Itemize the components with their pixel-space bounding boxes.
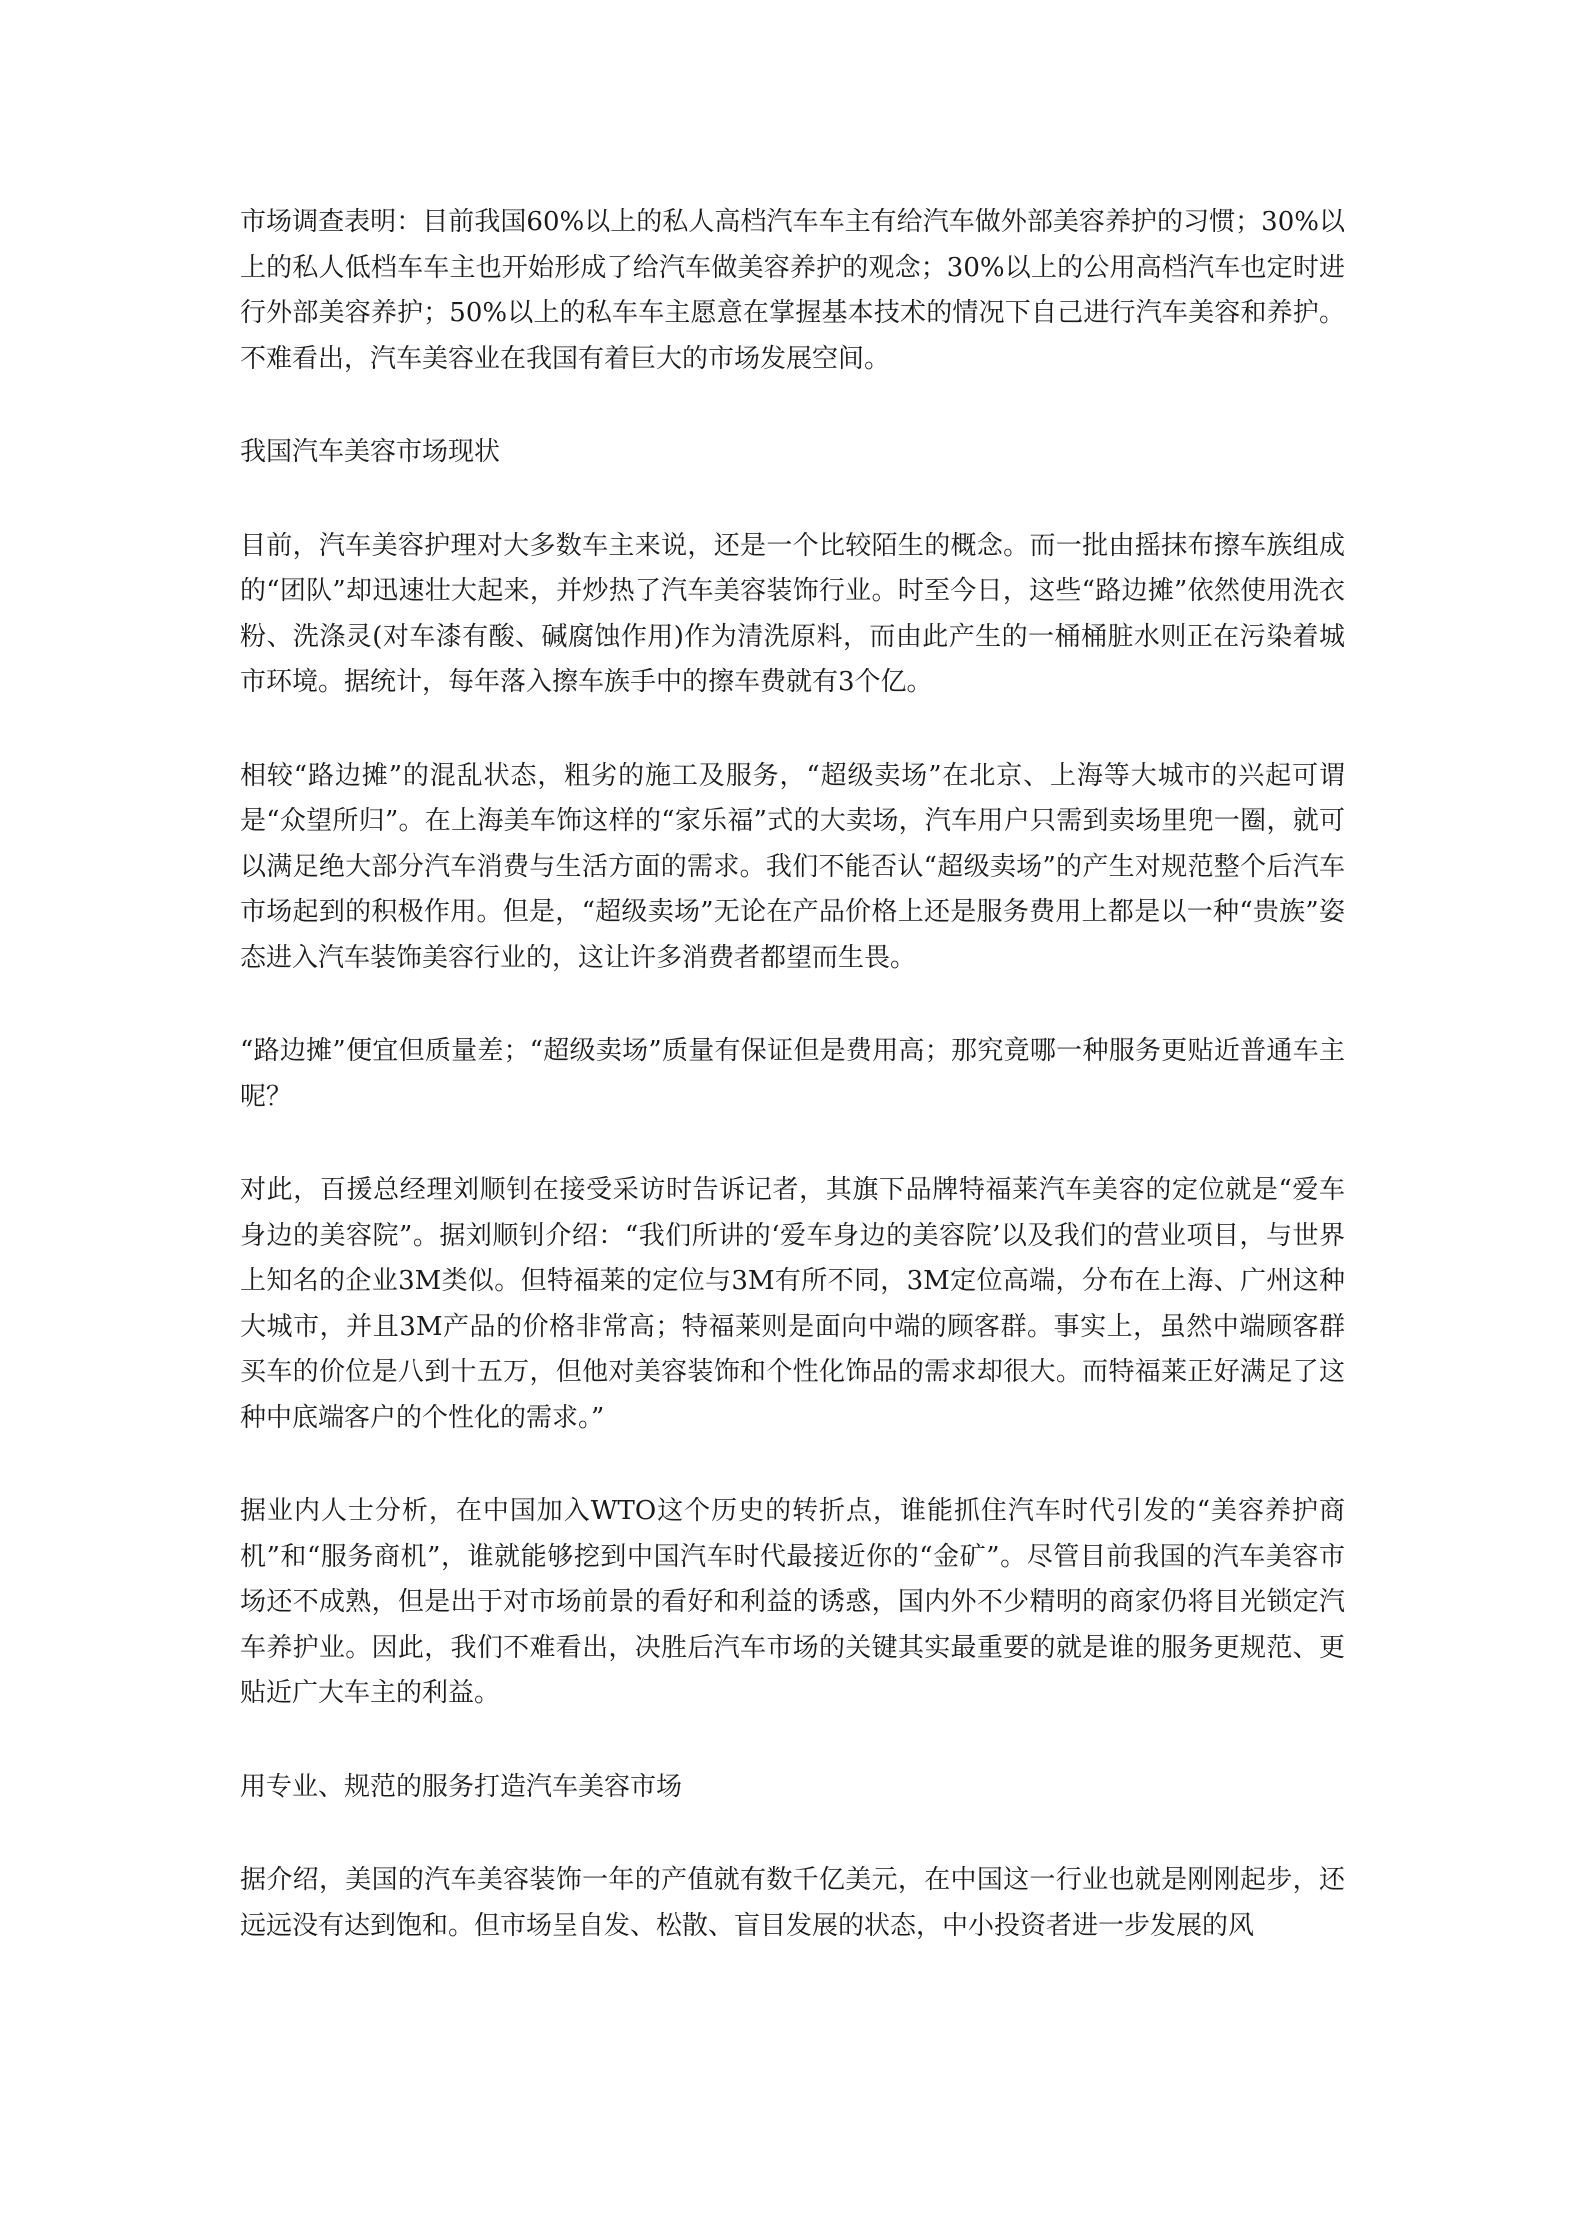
paragraph-us-comparison: 据介绍，美国的汽车美容装饰一年的产值就有数千亿美元，在中国这一行业也就是刚刚起步，还远远没有达到饱和。但市场呈自发、松散、盲目发展的状态，中小投资者进一步发展的风 <box>240 1865 1345 1941</box>
paragraph-question: “路边摊”便宜但质量差；“超级卖场”质量有保证但是费用高；那究竟哪一种服务更贴近普通车主呢？ <box>240 1036 1345 1112</box>
section-heading-market-status: 我国汽车美容市场现状 <box>240 437 501 467</box>
paragraph-current-situation: 目前，汽车美容护理对大多数车主来说，还是一个比较陌生的概念。而一批由摇抹布擦车族组成的“团队”却迅速壮大起来，并炒热了汽车美容装饰行业。时至今日，这些“路边摊”依然使用洗衣粉、洗涤灵(对车漆有酸、碱腐蚀作用)作为清洗原料，而由此产生的一桶桶脏水则正在污染着城市环境。据统计，每年落入擦车族手中的擦车费就有3个亿。 <box>240 530 1345 697</box>
paragraph-tefulai-positioning: 对此，百援总经理刘顺钊在接受采访时告诉记者，其旗下品牌特福莱汽车美容的定位就是“爱车身边的美容院”。据刘顺钊介绍：“我们所讲的‘爱车身边的美容院’以及我们的营业项目，与世界上知名的企业3M类似。但特福莱的定位与3M有所不同，3M定位高端，分布在上海、广州这种大城市，并且3M产品的价格非常高；特福莱则是面向中端的顾客群。事实上，虽然中端顾客群买车的价位是八到十五万，但他对美容装饰和个性化饰品的需求却很大。而特福莱正好满足了这种中底端客户的个性化的需求。” <box>240 1175 1345 1433</box>
paragraph-industry-analysis: 据业内人士分析，在中国加入WTO这个历史的转折点，谁能抓住汽车时代引发的“美容养护商机”和“服务商机”，谁就能够挖到中国汽车时代最接近你的“金矿”。尽管目前我国的汽车美容市场还不成熟，但是出于对市场前景的看好和利益的诱惑，国内外不少精明的商家仍将目光锁定汽车养护业。因此，我们不难看出，决胜后汽车市场的关键其实最重要的就是谁的服务更规范、更贴近广大车主的利益。 <box>240 1496 1345 1708</box>
paragraph-market-survey: 市场调查表明：目前我国60%以上的私人高档汽车车主有给汽车做外部美容养护的习惯；30%以上的私人低档车车主也开始形成了给汽车做美容养护的观念；30%以上的公用高档汽车也定时进行外部美容养护；50%以上的私车车主愿意在掌握基本技术的情况下自己进行汽车美容和养护。不难看出，汽车美容业在我国有着巨大的市场发展空间。 <box>240 207 1345 374</box>
article-body <box>240 200 1345 1997</box>
section-heading-professional-service: 用专业、规范的服务打造汽车美容市场 <box>240 1771 683 1802</box>
paragraph-superstore-comparison: 相较“路边摊”的混乱状态，粗劣的施工及服务，“超级卖场”在北京、上海等大城市的兴起可谓是“众望所归”。在上海美车饰这样的“家乐福”式的大卖场，汽车用户只需到卖场里兜一圈，就可以满足绝大部分汽车消费与生活方面的需求。我们不能否认“超级卖场”的产生对规范整个后汽车市场起到的积极作用。但是，“超级卖场”无论在产品价格上还是服务费用上都是以一种“贵族”姿态进入汽车装饰美容行业的，这让许多消费者都望而生畏。 <box>240 760 1345 973</box>
